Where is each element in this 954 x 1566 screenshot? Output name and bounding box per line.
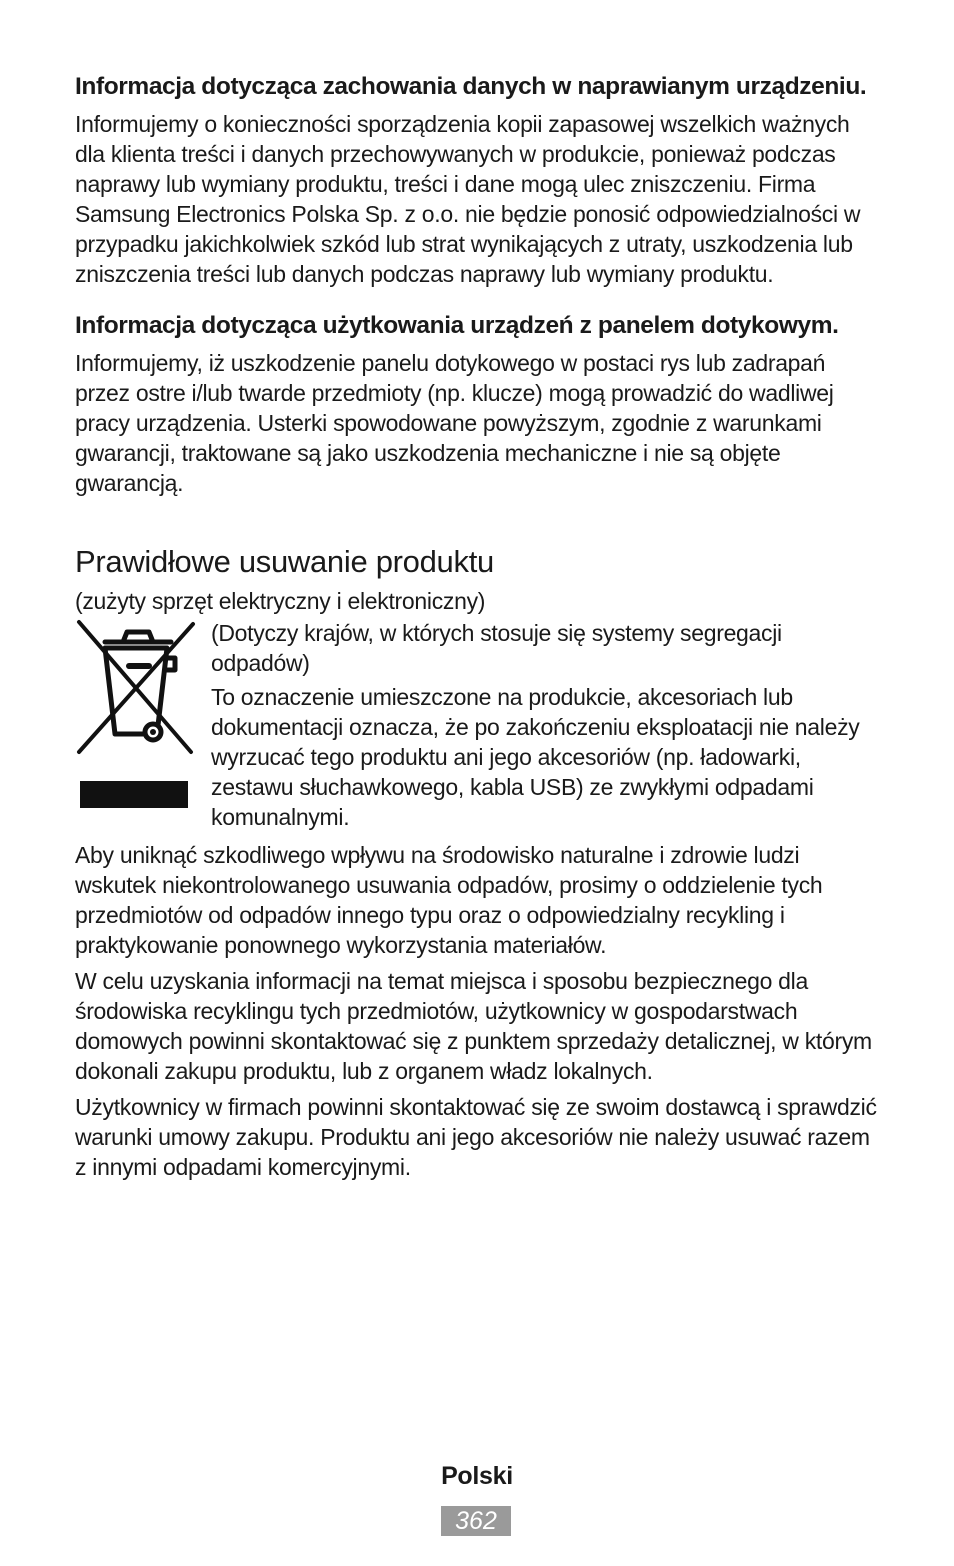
crossed-out-wheelie-bin-icon: [75, 618, 211, 818]
weee-marking-note: To oznaczenie umieszczone na produkcie, akcesoriach lub dokumentacji oznacza, że po zakończeniu eksploatacji nie należy wyrzucać tego produktu ani jego akcesoriów (np. ładowarki, zestawu słuchawkowego, kabla USB) ze zwykłymi odpadami komunalnymi.: [211, 684, 860, 830]
page-content: [75, 70, 880, 1188]
disposal-paragraph-1: Aby uniknąć szkodliwego wpływu na środowisko naturalne i zdrowie ludzi wskutek niekontrolowanego usuwania odpadów, prosimy o oddzielenie tych przedmiotów od odpadów innego typu oraz o odpowiedzialny recykling i praktykowanie ponownego wykorzystania materiałów.: [75, 842, 823, 958]
weee-notice: [75, 618, 880, 836]
weee-countries-note: (Dotyczy krajów, w których stosuje się systemy segregacji odpadów): [211, 620, 782, 676]
disposal-paragraph-2: W celu uzyskania informacji na temat miejsca i sposobu bezpiecznego dla środowiska recyklingu tych przedmiotów, użytkownicy w gospodarstwach domowych powinni skontaktować się z punktem sprzedaży detalicznej, w którym dokonali zakupu produktu, lub z organem władz lokalnych.: [75, 968, 872, 1084]
touch-panel-heading: Informacja dotycząca użytkowania urządzeń z panelem dotykowym.: [75, 312, 839, 339]
disposal-paragraph-3: Użytkownicy w firmach powinni skontaktować się ze swoim dostawcą i sprawdzić warunki umowy zakupu. Produktu ani jego akcesoriów nie należy usuwać razem z innymi odpadami komercyjnymi.: [75, 1094, 877, 1180]
weee-notice-text: [211, 618, 880, 836]
bin-underline-bar: [80, 781, 188, 808]
page-number: 362: [441, 1506, 511, 1536]
disposal-subtitle: (zużyty sprzęt elektryczny i elektroniczny): [75, 588, 486, 614]
footer-language: Polski: [441, 1462, 513, 1490]
disposal-title: Prawidłowe usuwanie produktu: [75, 544, 494, 579]
data-backup-heading: Informacja dotycząca zachowania danych w naprawianym urządzeniu.: [75, 73, 867, 100]
data-backup-body: Informujemy o konieczności sporządzenia kopii zapasowej wszelkich ważnych dla klienta treści i danych przechowywanych w produkcie, ponieważ podczas naprawy lub wymiany produktu, treści i dane mogą ulec zniszczeniu. Firma Samsung Electronics Polska Sp. z o.o. nie będzie ponosić odpowiedzialności w przypadku jakichkolwiek szkód lub strat wynikających z utraty, uszkodzenia lub zniszczenia treści lub danych podczas naprawy lub wymiany produktu.: [75, 111, 861, 287]
touch-panel-body: Informujemy, iż uszkodzenie panelu dotykowego w postaci rys lub zadrapań przez ostre i/lub twarde przedmioty (np. klucze) mogą prowadzić do wadliwej pracy urządzenia. Usterki spowodowane powyższym, zgodnie z warunkami gwarancji, traktowane są jako uszkodzenia mechaniczne i nie są objęte gwarancją.: [75, 350, 834, 496]
